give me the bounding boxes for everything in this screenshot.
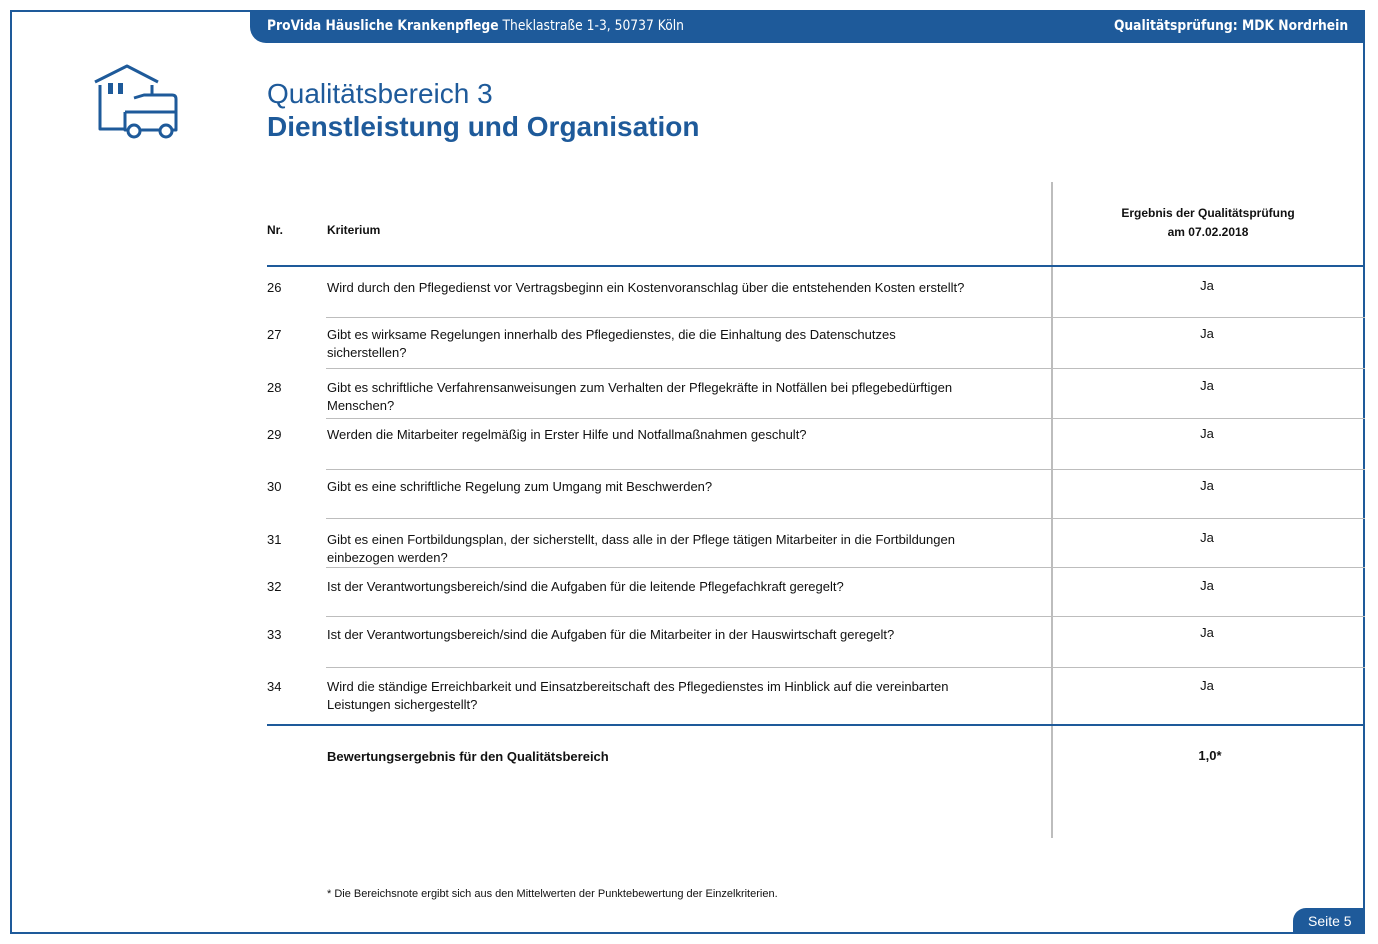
row-result: Ja	[1200, 478, 1214, 493]
header-company: ProVida Häusliche Krankenpflege	[267, 18, 499, 34]
summary-label: Bewertungsergebnis für den Qualitätsbereich	[327, 749, 609, 764]
row-result: Ja	[1200, 530, 1214, 545]
row-result: Ja	[1200, 378, 1214, 393]
header-address: Theklastraße 1-3, 50737 Köln	[502, 18, 684, 34]
section-number-title: Qualitätsbereich 3	[267, 78, 493, 109]
row-number: 29	[267, 427, 282, 442]
column-header-ergebnis-line1: Ergebnis der Qualitätsprüfung	[1121, 206, 1295, 220]
row-criterion: Ist der Verantwortungsbereich/sind die Aufgaben für die Mitarbeiter in der Hauswirtschaft geregelt?	[327, 627, 895, 642]
house-with-car-icon	[92, 62, 182, 142]
row-result: Ja	[1200, 278, 1214, 293]
footnote: * Die Bereichsnote ergibt sich aus den Mittelwerten der Punktebewertung der Einzelkriterien.	[327, 888, 778, 900]
row-criterion: Wird die ständige Erreichbarkeit und Einsatzbereitschaft des Pflegedienstes im Hinblick auf die vereinbarten Leistungen sichergestellt?	[327, 679, 949, 712]
row-number: 26	[267, 280, 282, 295]
header-company-address	[267, 18, 684, 34]
row-criterion: Ist der Verantwortungsbereich/sind die Aufgaben für die leitende Pflegefachkraft geregelt?	[327, 579, 844, 594]
row-number: 32	[267, 579, 282, 594]
row-number: 30	[267, 479, 282, 494]
row-criterion: Werden die Mitarbeiter regelmäßig in Erster Hilfe und Notfallmaßnahmen geschult?	[327, 427, 807, 442]
row-number: 33	[267, 627, 282, 642]
row-result: Ja	[1200, 578, 1214, 593]
row-number: 31	[267, 532, 282, 547]
row-number: 34	[267, 679, 282, 694]
row-divider	[326, 368, 1365, 369]
page-number: Seite 5	[1308, 913, 1352, 929]
row-divider	[326, 469, 1365, 470]
row-number: 27	[267, 327, 282, 342]
column-header-ergebnis	[1058, 204, 1358, 242]
row-criterion: Gibt es wirksame Regelungen innerhalb des Pflegedienstes, die die Einhaltung des Datenschutzes sicherstellen?	[327, 327, 896, 360]
column-header-kriterium: Kriterium	[327, 223, 381, 237]
row-divider	[326, 418, 1365, 419]
table-header-rule	[267, 265, 1365, 267]
row-divider	[326, 667, 1365, 668]
page-frame	[10, 10, 1365, 934]
column-header-ergebnis-line2: am 07.02.2018	[1167, 225, 1249, 239]
section-name-title: Dienstleistung und Organisation	[267, 111, 700, 142]
header-right-label: Qualitätsprüfung: MDK Nordrhein	[1113, 18, 1348, 34]
table-summary-rule	[267, 724, 1365, 726]
row-result: Ja	[1200, 625, 1214, 640]
row-criterion: Wird durch den Pflegedienst vor Vertragsbeginn ein Kostenvoranschlag über die entstehenden Kosten erstellt?	[327, 280, 965, 295]
row-divider	[326, 317, 1365, 318]
header-bar	[250, 11, 1365, 43]
row-divider	[326, 567, 1365, 568]
row-criterion: Gibt es einen Fortbildungsplan, der sicherstellt, dass alle in der Pflege tätigen Mitarbeiter in die Fortbildungen einbezogen werden?	[327, 532, 955, 565]
row-divider	[326, 616, 1365, 617]
row-divider	[326, 518, 1365, 519]
row-result: Ja	[1200, 678, 1214, 693]
row-criterion: Gibt es schriftliche Verfahrensanweisungen zum Verhalten der Pflegekräfte in Notfällen bei pflegebedürftigen Menschen?	[327, 380, 953, 413]
row-result: Ja	[1200, 426, 1214, 441]
column-divider	[1051, 182, 1053, 838]
page-number-badge	[1293, 908, 1365, 934]
summary-value: 1,0*	[1198, 748, 1222, 763]
row-result: Ja	[1200, 326, 1214, 341]
row-criterion: Gibt es eine schriftliche Regelung zum Umgang mit Beschwerden?	[327, 479, 713, 494]
row-number: 28	[267, 380, 282, 395]
column-header-nr: Nr.	[267, 223, 284, 237]
